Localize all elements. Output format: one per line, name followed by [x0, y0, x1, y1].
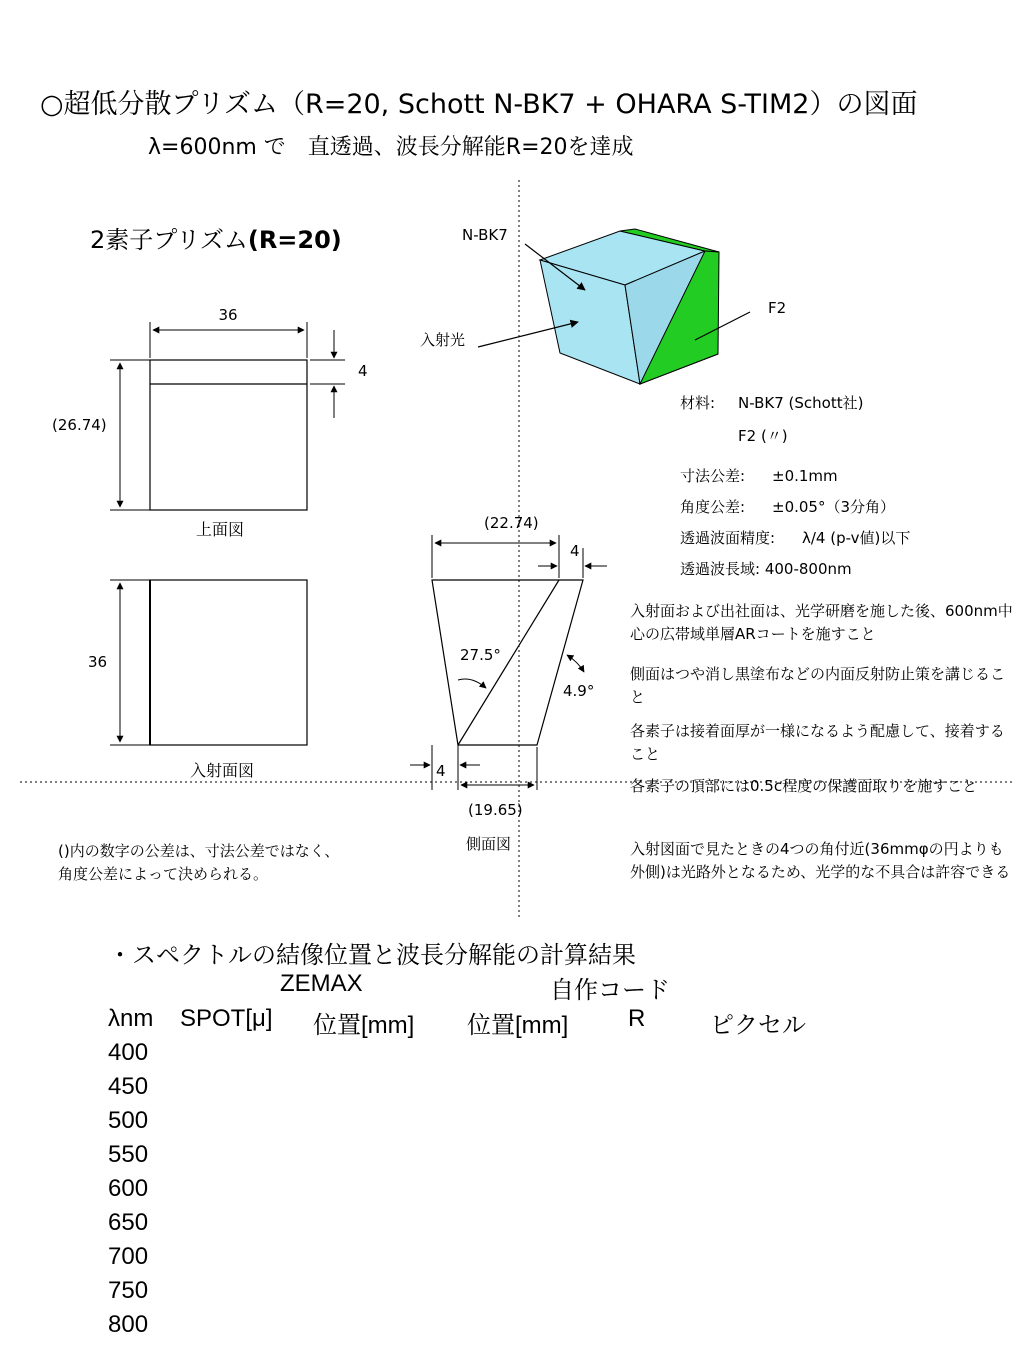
column-header: R: [628, 1005, 646, 1032]
entrance-view: [110, 580, 307, 745]
results-heading: ・スペクトルの結像位置と波長分解能の計算結果: [108, 941, 636, 969]
table-cell: 700: [108, 1243, 149, 1270]
side-view-caption: 側面図: [466, 835, 512, 853]
spec-list: [680, 392, 910, 589]
top-view-caption: 上面図: [195, 520, 245, 539]
label-n-bk7: N-BK7: [462, 226, 508, 244]
column-header: ピクセル: [710, 1012, 806, 1039]
entrance-view-caption: 入射面図: [189, 761, 255, 780]
tolerance-note-line-2: 角度公差によって決められる。: [58, 865, 269, 883]
tolerance-note: [58, 840, 339, 886]
group-own-code: 自作コード: [550, 977, 670, 1004]
tolerance-note-line-1: ()内の数字の公差は、寸法公差ではなく、: [58, 842, 340, 860]
spec-row: 透過波長域: 400-800nm: [680, 560, 852, 578]
top-view-width-label: 36: [218, 306, 238, 324]
note-4: 各素子の頂部には0.5c程度の保護面取りを施すこと: [630, 777, 978, 795]
top-view-height-label: (26.74): [52, 416, 107, 434]
column-header: 位置[mm]: [467, 1012, 569, 1039]
side-view: [410, 535, 607, 790]
note-5: 入射図面で見たときの4つの角付近(36mmφの円よりも外側)は光路外となるため、光学的な不具合は許容できる: [630, 840, 1011, 881]
group-zemax: ZEMAX: [280, 970, 363, 997]
note-1: 入射面および出社面は、光学研磨を施した後、600nm中心の広帯域単層ARコートを施すこと: [630, 602, 1013, 643]
entrance-view-height-label: 36: [88, 653, 108, 671]
column-header: λnm: [108, 1005, 154, 1032]
spec-row: F2 (〃): [738, 427, 788, 445]
note-3: 各素子は接着面厚が一様になるよう配慮して、接着すること: [630, 722, 1005, 763]
note-2: 側面はつや消し黒塗布などの内面反射防止策を講じること: [630, 665, 1006, 706]
side-view-bottom-dim-label: (19.65): [468, 801, 523, 819]
spec-row: 透過波面精度: λ/4 (p-v値)以下: [680, 529, 911, 547]
table-cell: 500: [108, 1107, 149, 1134]
side-view-bottom-left-dim-label: 4: [436, 762, 446, 780]
drawing-heading: 2素子プリズム(R=20): [90, 226, 342, 254]
table-cell: 750: [108, 1277, 149, 1304]
side-view-top-dim-label: (22.74): [484, 514, 539, 532]
table-cell: 800: [108, 1311, 149, 1338]
page-subtitle: λ=600nm で 直透過、波長分解能R=20を達成: [148, 135, 634, 160]
table-cell: 600: [108, 1175, 149, 1202]
column-header: SPOT[μ]: [180, 1005, 273, 1032]
spec-row: 角度公差: ±0.05°（3分角）: [680, 498, 896, 516]
top-view: [110, 322, 345, 510]
side-view-angle-left-label: 27.5°: [460, 646, 501, 664]
label-incident-light: 入射光: [420, 331, 466, 349]
table-cell: 650: [108, 1209, 149, 1236]
spec-row: 寸法公差: ±0.1mm: [680, 467, 838, 485]
label-f2: F2: [768, 299, 787, 317]
table-cell: 550: [108, 1141, 149, 1168]
table-cell: 400: [108, 1039, 149, 1066]
side-view-top-right-dim-label: 4: [570, 542, 580, 560]
table-cell: 450: [108, 1073, 149, 1100]
spec-row: 材料: N-BK7 (Schott社): [680, 394, 864, 412]
column-header: 位置[mm]: [313, 1012, 415, 1039]
top-view-thickness-label: 4: [358, 362, 368, 380]
side-view-angle-right-label: 4.9°: [563, 682, 595, 700]
page-title: ○超低分散プリズム（R=20, Schott N-BK7 + OHARA S-TIM2）の図面: [40, 89, 918, 120]
